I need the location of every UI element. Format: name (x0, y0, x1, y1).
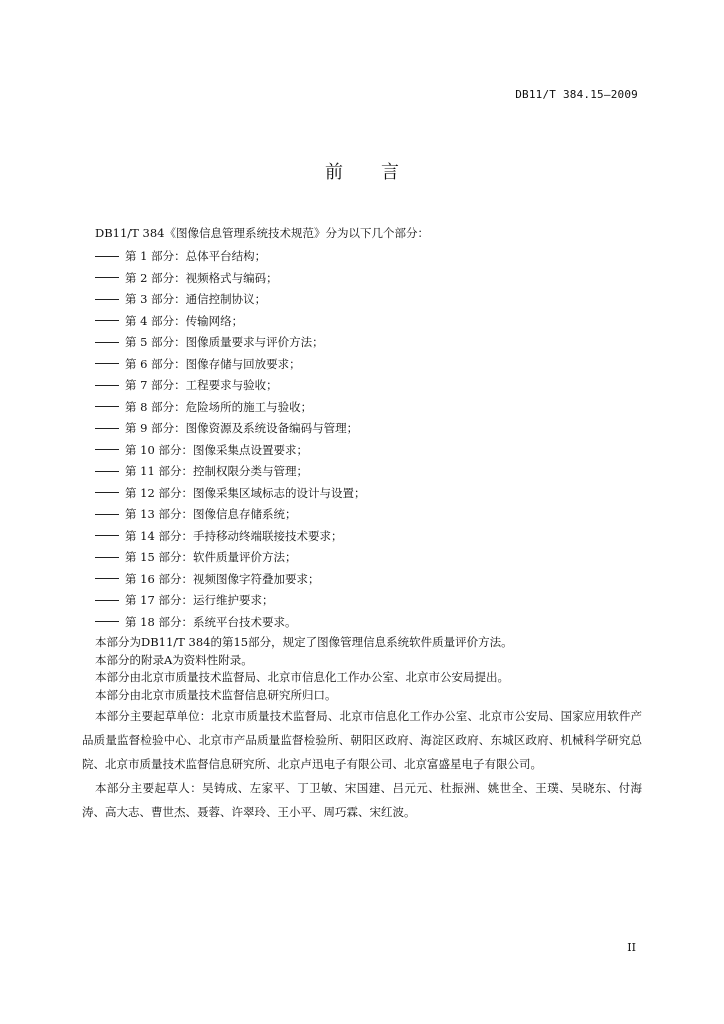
dash-mark (95, 492, 119, 493)
paragraph-drafters: 本部分主要起草人：吴铸成、左家平、丁卫敏、宋国建、吕元元、杜振洲、姚世全、王璞、吴晓东、付海涛、高大志、曹世杰、聂蓉、许翠玲、王小平、周巧霖、宋红波。 (82, 781, 642, 819)
list-item: 第 11 部分：控制权限分类与管理； (95, 461, 365, 483)
dash-mark (95, 557, 119, 558)
dash-mark (95, 406, 119, 407)
dash-mark (95, 578, 119, 579)
list-item: 第 16 部分：视频图像字符叠加要求； (95, 569, 365, 591)
dash-mark (95, 363, 119, 364)
dash-mark (95, 385, 119, 386)
page-number: II (627, 941, 636, 954)
list-item: 第 17 部分：运行维护要求； (95, 590, 365, 612)
standard-code: DB11/T 384.15—2009 (515, 88, 638, 101)
list-item: 第 10 部分：图像采集点设置要求； (95, 440, 365, 462)
list-item: 第 5 部分：图像质量要求与评价方法； (95, 332, 365, 354)
dash-mark (95, 299, 119, 300)
list-item: 第 14 部分：手持移动终端联接技术要求； (95, 526, 365, 548)
dash-mark (95, 471, 119, 472)
page-title: 前言 (325, 162, 437, 183)
list-item: 第 12 部分：图像采集区域标志的设计与设置； (95, 483, 365, 505)
dash-mark (95, 535, 119, 536)
list-item: 第 9 部分：图像资源及系统设备编码与管理； (95, 418, 365, 440)
body-paragraphs (82, 634, 642, 824)
dash-mark (95, 342, 119, 343)
dash-mark (95, 514, 119, 515)
list-item: 第 2 部分：视频格式与编码； (95, 268, 365, 290)
paragraph-responsible: 本部分由北京市质量技术监督信息研究所归口。 (95, 687, 337, 702)
dash-mark (95, 600, 119, 601)
dash-mark (95, 449, 119, 450)
dash-mark (95, 621, 119, 622)
parts-list (95, 246, 365, 633)
list-item: 第 3 部分：通信控制协议； (95, 289, 365, 311)
list-item: 第 13 部分：图像信息存储系统； (95, 504, 365, 526)
paragraph-scope: 本部分为DB11/T 384的第15部分，规定了图像管理信息系统软件质量评价方法。 (95, 635, 513, 649)
list-item: 第 1 部分：总体平台结构； (95, 246, 365, 268)
paragraph-drafting-units: 本部分主要起草单位：北京市质量技术监督局、北京市信息化工作办公室、北京市公安局、国家应用软件产品质量监督检验中心、北京市产品质量监督检验所、朝阳区政府、海淀区政府、东城区政府、机械科学研究总院、北京市质量技术监督信息研究所、北京卢迅电子有限公司、北京富盛星电子有限公司。 (82, 709, 642, 771)
list-item: 第 15 部分：软件质量评价方法； (95, 547, 365, 569)
dash-mark (95, 428, 119, 429)
dash-mark (95, 256, 119, 257)
paragraph-proposer: 本部分由北京市质量技术监督局、北京市信息化工作办公室、北京市公安局提出。 (95, 670, 509, 684)
list-item: 第 8 部分：危险场所的施工与验收； (95, 397, 365, 419)
intro-text: DB11/T 384《图像信息管理系统技术规范》分为以下几个部分： (95, 226, 429, 240)
dash-mark (95, 277, 119, 278)
list-item: 第 4 部分：传输网络； (95, 311, 365, 333)
dash-mark (95, 320, 119, 321)
paragraph-annex: 本部分的附录A为资料性附录。 (95, 652, 253, 667)
list-item: 第 6 部分：图像存储与回放要求； (95, 354, 365, 376)
list-item: 第 18 部分：系统平台技术要求。 (95, 612, 365, 634)
list-item: 第 7 部分：工程要求与验收； (95, 375, 365, 397)
